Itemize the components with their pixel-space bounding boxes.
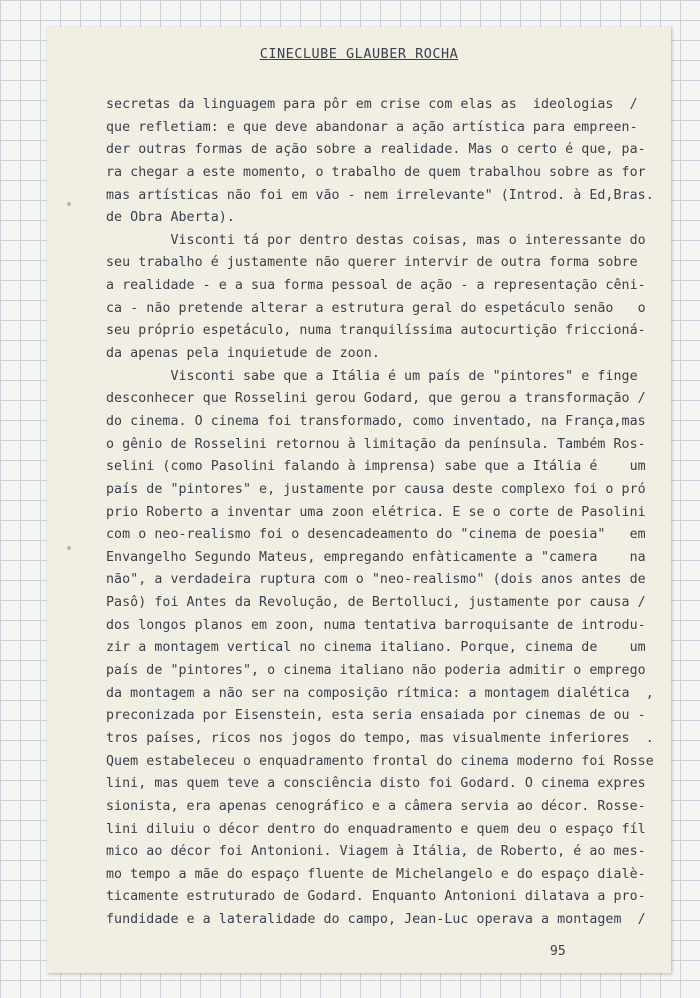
text-line: desconhecer que Rosselini gerou Godard, que gerou a transformação / <box>106 391 646 407</box>
punch-mark <box>67 202 71 206</box>
text-line: Visconti tá por dentro destas coisas, mas o interessante do <box>106 232 646 248</box>
text-line: da montagem a não ser na composição rítmica: a montagem dialética , <box>106 685 654 701</box>
text-line: Visconti sabe que a Itália é um país de "pintores" e finge <box>106 368 638 384</box>
text-line: ca - não pretende alterar a estrutura geral do espetáculo senão o <box>106 300 646 316</box>
text-line: seu próprio espetáculo, numa tranquilíssima autocurtição friccioná- <box>106 323 646 339</box>
text-line: lini, mas quem teve a consciência disto foi Godard. O cinema expres <box>106 776 646 792</box>
text-line: fundidade e a lateralidade do campo, Jean-Luc operava a montagem / <box>106 912 646 928</box>
text-line: preconizada por Eisenstein, esta seria ensaiada por cinemas de ou - <box>106 708 646 724</box>
text-line: prio Roberto a inventar uma zoon elétrica. E se o corte de Pasolini <box>106 504 646 520</box>
text-line: com o neo-realismo foi o desencadeamento do "cinema de poesia" em <box>106 527 646 543</box>
text-line: país de "pintores" e, justamente por causa deste complexo foi o pró <box>106 481 646 497</box>
text-line: a realidade - e a sua forma pessoal de ação - a representação cêni- <box>106 278 646 294</box>
text-line: zir a montagem vertical no cinema italiano. Porque, cinema de um <box>106 640 646 656</box>
text-line: ra chegar a este momento, o trabalho de quem trabalhou sobre as for <box>106 164 646 180</box>
text-line: sionista, era apenas cenográfico e a câmera servia ao décor. Rosse- <box>106 798 646 814</box>
text-line: tros países, ricos nos jogos do tempo, mas visualmente inferiores . <box>106 730 654 746</box>
text-line: Pasô) foi Antes da Revolução, de Bertolluci, justamente por causa / <box>106 595 646 611</box>
typewritten-page <box>47 27 671 973</box>
text-line: da apenas pela inquietude de zoon. <box>106 346 380 362</box>
page-number: 95 <box>550 944 566 959</box>
text-line: que refletiam: e que deve abandonar a ação artística para empreen- <box>106 119 638 135</box>
punch-mark <box>67 546 71 550</box>
text-line: lini diluiu o décor dentro do enquadramento e quem deu o espaço fíl <box>106 821 646 837</box>
text-line: de Obra Aberta). <box>106 210 235 226</box>
text-line: do cinema. O cinema foi transformado, como inventado, na França,mas <box>106 413 646 429</box>
text-line: Envangelho Segundo Mateus, empregando enfàticamente a "camera na <box>106 549 646 565</box>
text-line: selini (como Pasolini falando à imprensa) sabe que a Itália é um <box>106 459 646 475</box>
text-line: ticamente estruturado de Godard. Enquanto Antonioni dilatava a pro- <box>106 889 646 905</box>
page-header: CINECLUBE GLAUBER ROCHA <box>259 46 459 62</box>
text-line: país de "pintores", o cinema italiano não poderia admitir o emprego <box>106 663 646 679</box>
text-line: não", a verdadeira ruptura com o "neo-realismo" (dois anos antes de <box>106 572 646 588</box>
text-line: mico ao décor foi Antonioni. Viagem à Itália, de Roberto, é ao mes- <box>106 844 646 860</box>
text-line: Quem estabeleceu o enquadramento frontal do cinema moderno foi Rosse <box>106 753 654 769</box>
body-text <box>106 94 658 932</box>
text-line: der outras formas de ação sobre a realidade. Mas o certo é que, pa- <box>106 142 646 158</box>
text-line: dos longos planos em zoon, numa tentativa barroquisante de introdu- <box>106 617 646 633</box>
text-line: mo tempo a mãe do espaço fluente de Michelangelo e do espaço dialè- <box>106 866 646 882</box>
text-line: seu trabalho é justamente não querer intervir de outra forma sobre <box>106 255 638 271</box>
text-line: o gênio de Rosselini retornou à limitação da península. Também Ros- <box>106 436 646 452</box>
text-line: secretas da linguagem para pôr em crise com elas as ideologias / <box>106 97 638 112</box>
text-line: mas artísticas não foi em vão - nem irrelevante" (Introd. à Ed,Bras. <box>106 187 654 203</box>
